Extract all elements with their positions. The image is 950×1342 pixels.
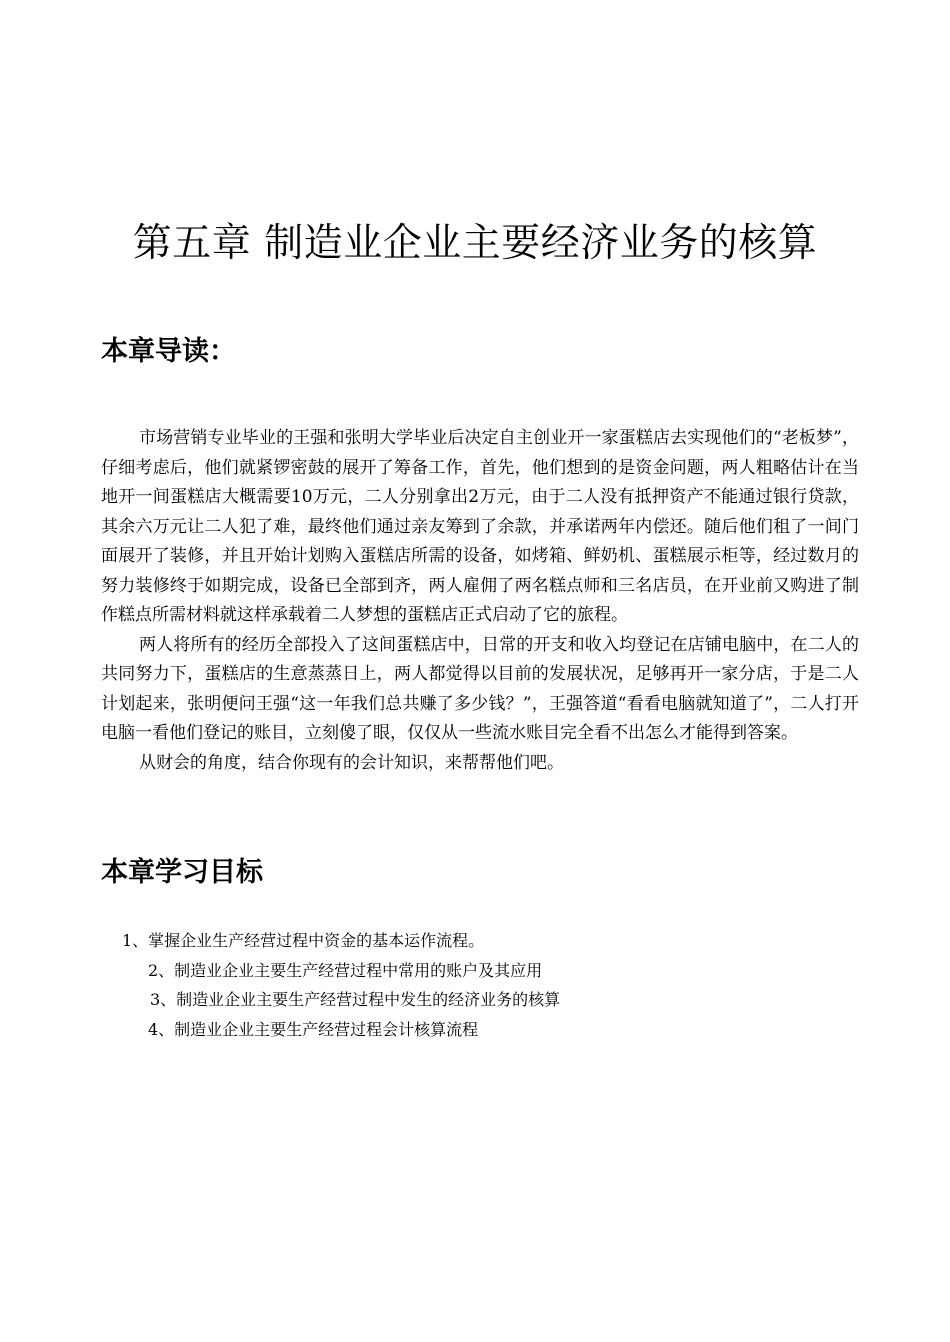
learning-goals-list xyxy=(0,926,950,1044)
intro-paragraph: 两人将所有的经历全部投入了这间蛋糕店中，日常的开支和收入均登记在店铺电脑中，在二人的共同努力下，蛋糕店的生意蒸蒸日上，两人都觉得以目前的发展状况，足够再开一家分店，于是二人计划起来，张明便问王强“这一年我们总共赚了多少钱？”，王强答道“看看电脑就知道了”，二人打开电脑一看他们登记的账目，立刻傻了眼，仅仅从一些流水账目完全看不出怎么才能得到答案。 xyxy=(101,634,859,743)
chapter-intro-heading: 本章导读： xyxy=(101,336,236,367)
learning-goal-item: 2、制造业企业主要生产经营过程中常用的账户及其应用 xyxy=(148,960,543,980)
intro-paragraph: 从财会的角度，结合你现有的会计知识，来帮帮他们吧。 xyxy=(139,752,564,773)
learning-goal-item: 4、制造业企业主要生产经营过程会计核算流程 xyxy=(148,1019,479,1039)
intro-paragraph: 市场营销专业毕业的王强和张明大学毕业后决定自主创业开一家蛋糕店去实现他们的“老板梦”，仔细考虑后，他们就紧锣密鼓的展开了筹备工作，首先，他们想到的是资金问题，两人粗略估计在当地开一间蛋糕店大概需要10万元，二人分别拿出2万元，由于二人没有抵押资产不能通过银行贷款，其余六万元让二人犯了难，最终他们通过亲友筹到了余款，并承诺两年内偿还。随后他们租了一间门面展开了装修，并且开始计划购入蛋糕店所需的设备，如烤箱、鲜奶机、蛋糕展示柜等，经过数月的努力装修终于如期完成，设备已全部到齐，两人雇佣了两名糕点师和三名店员，在开业前又购进了制作糕点所需材料就这样承载着二人梦想的蛋糕店正式启动了它的旅程。 xyxy=(101,428,859,625)
learning-goals-heading: 本章学习目标 xyxy=(101,857,263,888)
chapter-title: 第五章 制造业企业主要经济业务的核算 xyxy=(132,221,818,266)
learning-goal-item: 1、掌握企业生产经营过程中资金的基本运作流程。 xyxy=(122,931,485,950)
chapter-intro-body xyxy=(101,424,859,778)
learning-goal-item: 3、制造业企业主要生产经营过程中发生的经济业务的核算 xyxy=(150,990,561,1009)
